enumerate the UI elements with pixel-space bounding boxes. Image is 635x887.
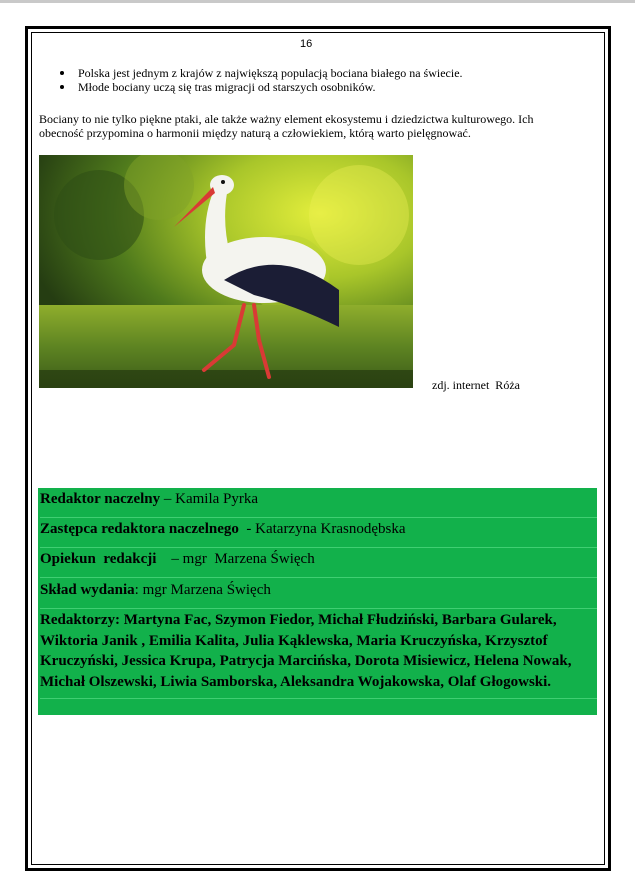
separator: – mgr	[156, 551, 215, 567]
editorial-credits	[38, 488, 597, 715]
page-number: 16	[300, 38, 313, 50]
supervisor-row	[40, 548, 597, 578]
list-item: Młode bociany uczą się tras migracji od starszych osobników.	[60, 80, 463, 94]
editor-name: Kamila Pyrka	[175, 491, 259, 507]
layout-name: mgr Marzena Święch	[142, 582, 271, 598]
layout-label: Skład wydania	[40, 582, 135, 598]
fact-list	[60, 66, 463, 94]
stork-photo	[39, 155, 413, 388]
editor-in-chief-row	[40, 488, 597, 518]
editors-row	[40, 609, 597, 699]
page-border	[25, 26, 611, 871]
list-item: Polska jest jednym z krajów z największą populacją bociana białego na świecie.	[60, 66, 463, 80]
editors-label: Redaktorzy:	[40, 612, 120, 628]
separator: –	[160, 491, 176, 507]
top-edge-line	[0, 0, 635, 3]
layout-row	[40, 579, 597, 609]
editors-names: Martyna Fac, Szymon Fiedor, Michał Fłudziński, Barbara Gularek, Wiktoria Janik , Emilia Kalita, Julia Kąklewska, Maria Kruczyńska, Krzysztof Kruczyński, Jessica Krupa, Patrycja Marcińska, Dorota Misiewicz, Helena Nowak, Michał Olszewski, Liwia Samborska, Aleksandra Wojakowska, Olaf Głogowski.	[40, 612, 572, 690]
photo-credit: zdj. internet Róża	[432, 378, 520, 392]
separator: :	[134, 582, 143, 598]
supervisor-label: Opiekun redakcji	[40, 551, 157, 567]
editor-label: Redaktor naczelny	[40, 491, 161, 507]
separator: -	[238, 521, 256, 537]
supervisor-name: Marzena Święch	[214, 551, 315, 567]
stork-illustration	[39, 155, 413, 388]
intro-paragraph: Bociany to nie tylko piękne ptaki, ale także ważny element ekosystemu i dziedzictwa kulturowego. Ich obecność przypomina o harmonii między naturą a człowiekiem, którą warto pielęgnować.	[39, 112, 534, 140]
deputy-name: Katarzyna Krasnodębska	[255, 521, 406, 537]
deputy-label: Zastępca redaktora naczelnego	[40, 521, 239, 537]
deputy-editor-row	[40, 518, 597, 548]
